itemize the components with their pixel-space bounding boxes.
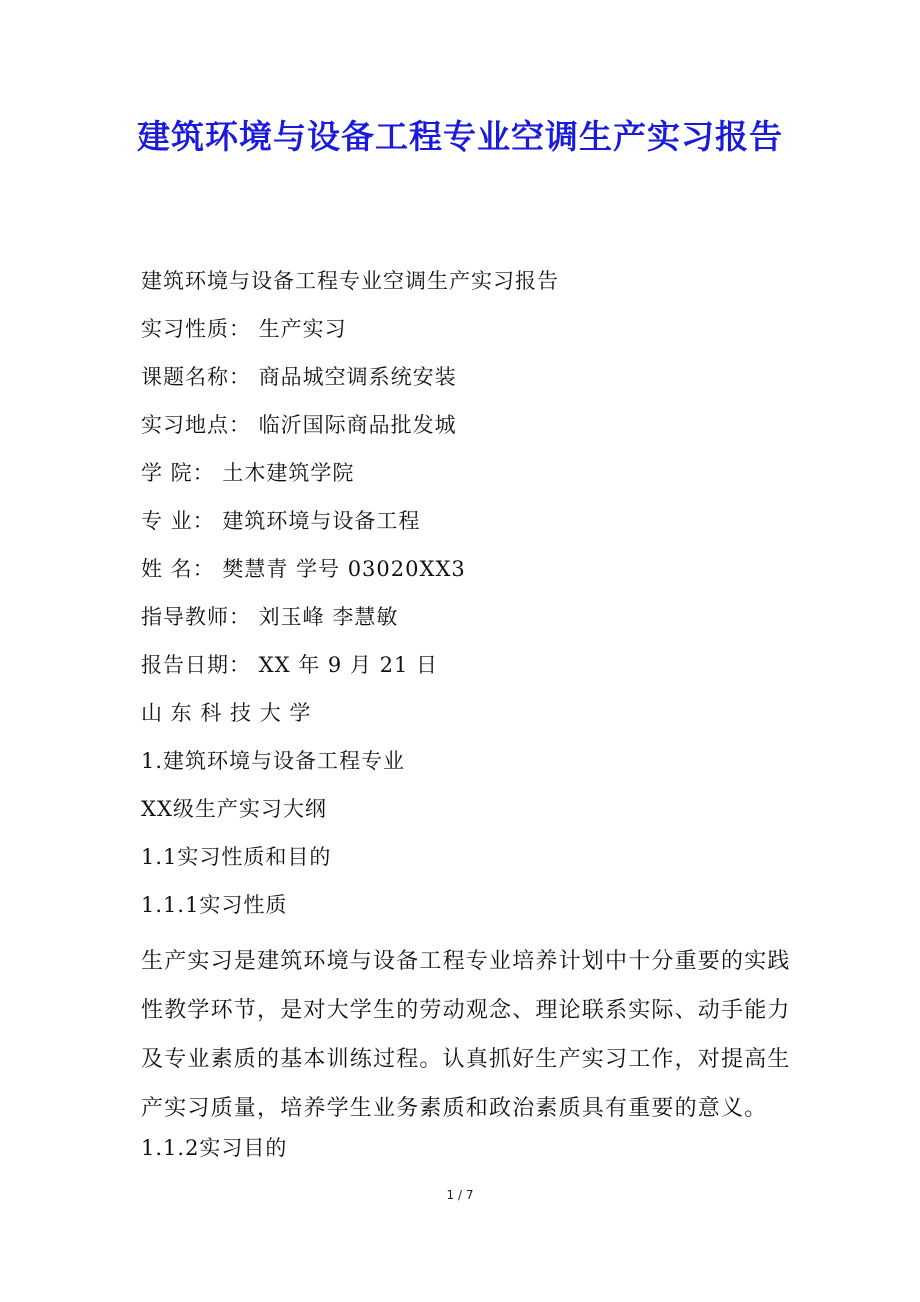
- report-name-line: 建筑环境与设备工程专业空调生产实习报告: [141, 269, 559, 293]
- body-paragraph: 生产实习是建筑环境与设备工程专业培养计划中十分重要的实践性教学环节，是对大学生的劳动观念、理论联系实际、动手能力及专业素质的基本训练过程。认真抓好生产实习工作，对提高生产实习质量，培养学生业务素质和政治素质具有重要的意义。: [141, 949, 791, 1121]
- section-1-1-heading: 1.1实习性质和目的: [141, 845, 332, 869]
- syllabus-heading: XX级生产实习大纲: [141, 797, 327, 821]
- major-line: 专 业： 建筑环境与设备工程: [141, 509, 421, 533]
- page-number: 1 / 7: [446, 1188, 474, 1202]
- section-1-1-2-heading: 1.1.2实习目的: [141, 1136, 288, 1160]
- college-line: 学 院： 土木建筑学院: [141, 461, 355, 485]
- section-1-1-1-heading: 1.1.1实习性质: [141, 893, 288, 917]
- university-line: 山 东 科 技 大 学: [141, 701, 312, 725]
- section-1-heading: 1.建筑环境与设备工程专业: [141, 749, 406, 773]
- student-name-line: 姓 名： 樊慧青 学号 03020XX3: [141, 557, 466, 581]
- report-date-line: 报告日期： XX 年 9 月 21 日: [141, 653, 439, 677]
- advisor-line: 指导教师： 刘玉峰 李慧敏: [141, 605, 399, 629]
- location-line: 实习地点： 临沂国际商品批发城: [141, 413, 457, 437]
- document-title: 建筑环境与设备工程专业空调生产实习报告: [137, 117, 783, 156]
- internship-type-line: 实习性质： 生产实习: [141, 317, 347, 341]
- project-title-line: 课题名称： 商品城空调系统安装: [141, 365, 457, 389]
